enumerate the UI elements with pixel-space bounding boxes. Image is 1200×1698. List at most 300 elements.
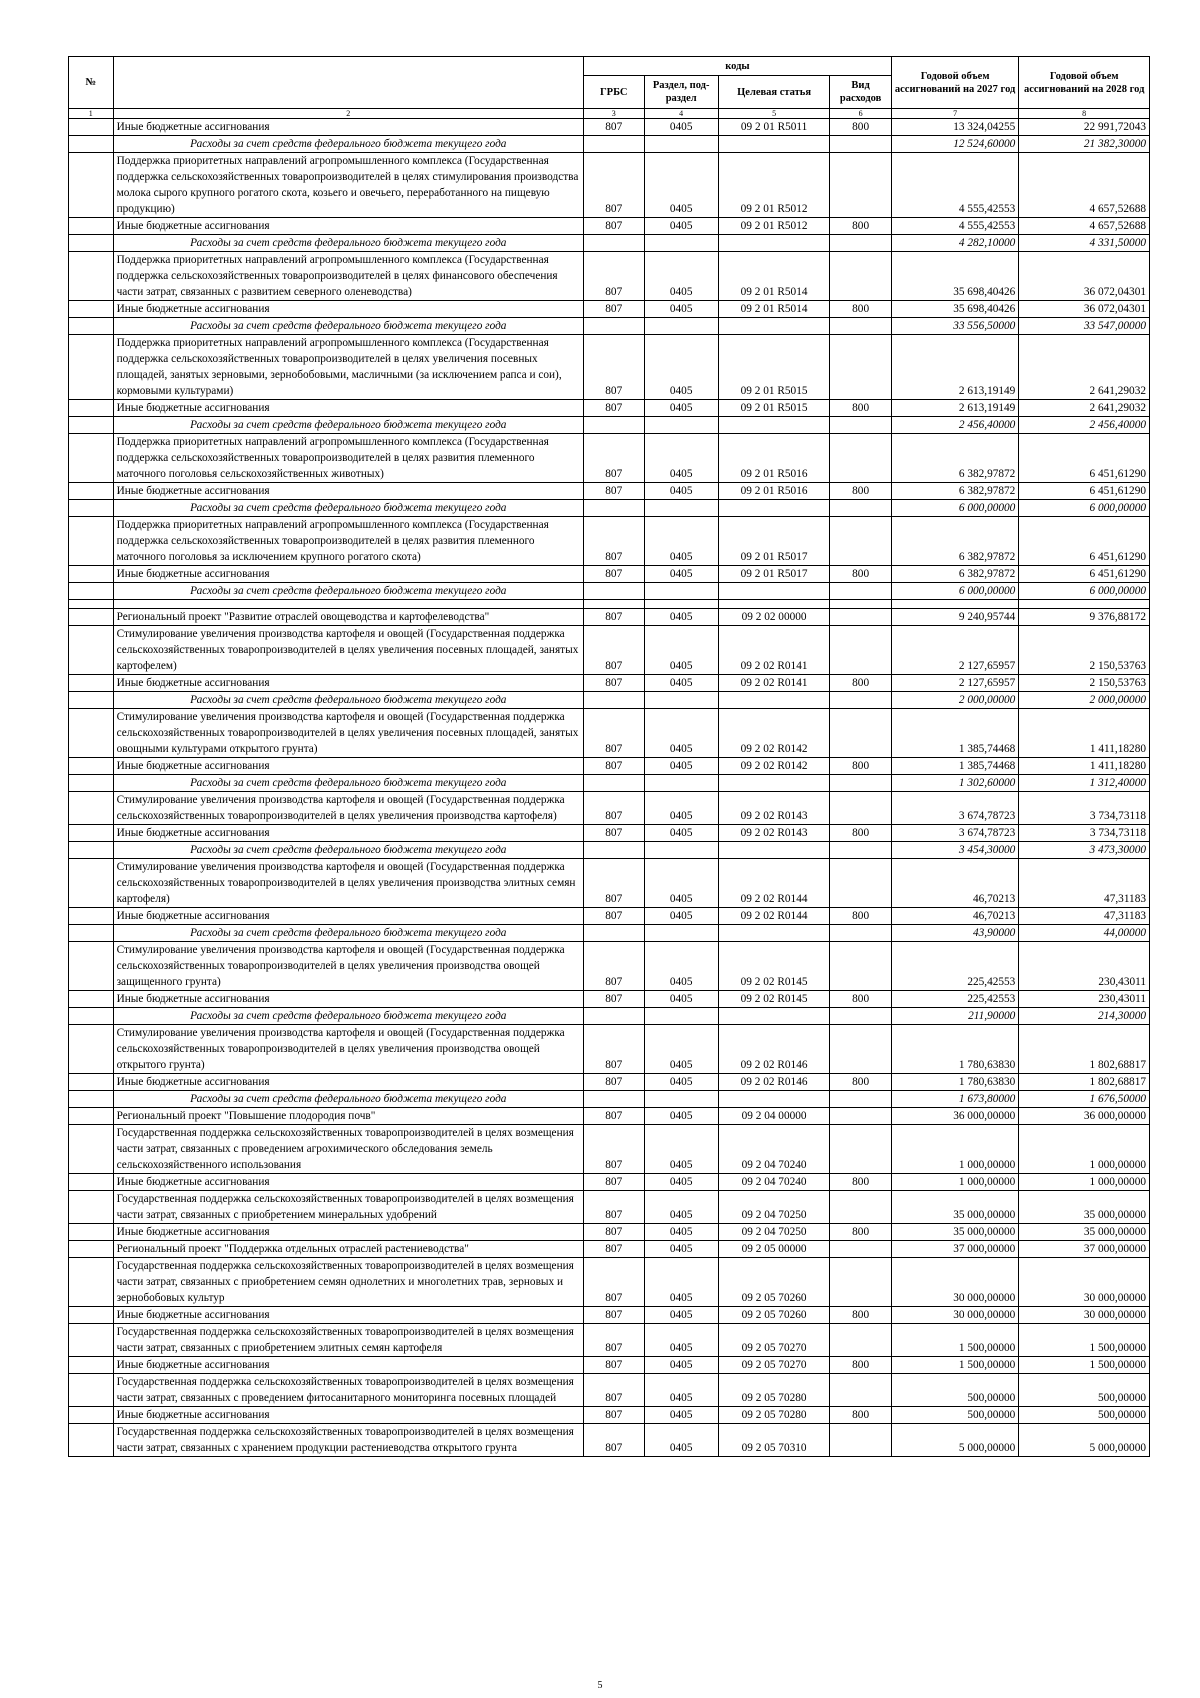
row-name: Иные бюджетные ассигнования bbox=[113, 1224, 583, 1241]
table-row bbox=[69, 566, 1150, 583]
row-name: Иные бюджетные ассигнования bbox=[113, 991, 583, 1008]
grbs-code: 807 bbox=[584, 609, 645, 626]
empty-cell bbox=[644, 235, 718, 252]
value-2027: 35 698,40426 bbox=[891, 252, 1018, 301]
row-name: Иные бюджетные ассигнования bbox=[113, 218, 583, 235]
target-code: 09 2 02 R0141 bbox=[718, 675, 829, 692]
row-num bbox=[69, 1125, 114, 1174]
row-num bbox=[69, 1424, 114, 1457]
target-code: 09 2 02 R0142 bbox=[718, 758, 829, 775]
row-name: Региональный проект "Повышение плодородия почв" bbox=[113, 1108, 583, 1125]
value-2028: 30 000,00000 bbox=[1019, 1258, 1150, 1307]
empty-cell bbox=[830, 583, 892, 600]
row-name: Иные бюджетные ассигнования bbox=[113, 675, 583, 692]
empty-cell bbox=[830, 692, 892, 709]
grbs-code: 807 bbox=[584, 1357, 645, 1374]
target-code: 09 2 05 70260 bbox=[718, 1258, 829, 1307]
federal-budget-row bbox=[69, 775, 1150, 792]
empty-cell bbox=[830, 1008, 892, 1025]
empty-cell bbox=[584, 842, 645, 859]
row-name: Поддержка приоритетных направлений агропромышленного комплекса (Государственная поддержка сельскохозяйственных товаропроизводителей в целях увеличения посевных площадей, занятых зерновыми, зернобобовыми, масличными (за исключением рапса и сои), кормовыми культурами) bbox=[113, 335, 583, 400]
row-name: Иные бюджетные ассигнования bbox=[113, 1074, 583, 1091]
target-code: 09 2 01 R5014 bbox=[718, 252, 829, 301]
target-code: 09 2 05 70280 bbox=[718, 1374, 829, 1407]
table-row bbox=[69, 1224, 1150, 1241]
section-code: 0405 bbox=[644, 1258, 718, 1307]
section-code: 0405 bbox=[644, 942, 718, 991]
value-2027: 225,42553 bbox=[891, 991, 1018, 1008]
target-code: 09 2 02 R0144 bbox=[718, 908, 829, 925]
value-2028: 2 150,53763 bbox=[1019, 675, 1150, 692]
section-code: 0405 bbox=[644, 252, 718, 301]
expense-type: 800 bbox=[830, 301, 892, 318]
expense-type: 800 bbox=[830, 991, 892, 1008]
grbs-code: 807 bbox=[584, 942, 645, 991]
expense-type bbox=[830, 1125, 892, 1174]
value-2028: 6 451,61290 bbox=[1019, 566, 1150, 583]
section-code: 0405 bbox=[644, 859, 718, 908]
row-num bbox=[69, 235, 114, 252]
value-2028: 1 500,00000 bbox=[1019, 1324, 1150, 1357]
expense-type bbox=[830, 1241, 892, 1258]
empty-cell bbox=[584, 318, 645, 335]
grbs-code: 807 bbox=[584, 1224, 645, 1241]
table-row bbox=[69, 758, 1150, 775]
value-2027: 35 000,00000 bbox=[891, 1224, 1018, 1241]
value-2028: 2 150,53763 bbox=[1019, 626, 1150, 675]
empty-cell bbox=[584, 500, 645, 517]
target-code: 09 2 02 R0145 bbox=[718, 991, 829, 1008]
target-code: 09 2 02 R0142 bbox=[718, 709, 829, 758]
section-code: 0405 bbox=[644, 434, 718, 483]
expense-type bbox=[830, 1374, 892, 1407]
section-code: 0405 bbox=[644, 1108, 718, 1125]
grbs-code: 807 bbox=[584, 1424, 645, 1457]
expense-type bbox=[830, 859, 892, 908]
header-grbs: ГРБС bbox=[584, 76, 645, 109]
row-name: Расходы за счет средств федерального бюджета текущего года bbox=[113, 500, 583, 517]
section-code: 0405 bbox=[644, 1307, 718, 1324]
target-code: 09 2 02 R0143 bbox=[718, 825, 829, 842]
federal-budget-row bbox=[69, 692, 1150, 709]
header-2027: Годовой объем ассигнований на 2027 год bbox=[891, 57, 1018, 109]
expense-type: 800 bbox=[830, 1224, 892, 1241]
value-2028: 6 000,00000 bbox=[1019, 583, 1150, 600]
row-name: Региональный проект "Поддержка отдельных отраслей растениеводства" bbox=[113, 1241, 583, 1258]
row-num bbox=[69, 825, 114, 842]
expense-type bbox=[830, 1324, 892, 1357]
empty-cell bbox=[69, 600, 114, 609]
row-name: Иные бюджетные ассигнования bbox=[113, 1307, 583, 1324]
grbs-code: 807 bbox=[584, 1108, 645, 1125]
value-2027: 2 613,19149 bbox=[891, 335, 1018, 400]
value-2028: 4 657,52688 bbox=[1019, 153, 1150, 218]
row-name: Иные бюджетные ассигнования bbox=[113, 483, 583, 500]
table-row bbox=[69, 252, 1150, 301]
row-name: Стимулирование увеличения производства картофеля и овощей (Государственная поддержка сельскохозяйственных товаропроизводителей в целях увеличения производства овощей защищенного грунта) bbox=[113, 942, 583, 991]
section-code: 0405 bbox=[644, 1074, 718, 1091]
header-num: № bbox=[69, 57, 114, 109]
value-2027: 6 382,97872 bbox=[891, 483, 1018, 500]
empty-cell bbox=[718, 842, 829, 859]
grbs-code: 807 bbox=[584, 301, 645, 318]
empty-cell bbox=[113, 600, 583, 609]
row-num bbox=[69, 1241, 114, 1258]
section-code: 0405 bbox=[644, 991, 718, 1008]
value-2028: 36 072,04301 bbox=[1019, 252, 1150, 301]
empty-cell bbox=[718, 500, 829, 517]
value-2028: 36 072,04301 bbox=[1019, 301, 1150, 318]
empty-cell bbox=[718, 1091, 829, 1108]
grbs-code: 807 bbox=[584, 626, 645, 675]
value-2028: 30 000,00000 bbox=[1019, 1307, 1150, 1324]
empty-cell bbox=[584, 235, 645, 252]
value-2027: 1 500,00000 bbox=[891, 1357, 1018, 1374]
section-code: 0405 bbox=[644, 1174, 718, 1191]
row-name: Расходы за счет средств федерального бюджета текущего года bbox=[113, 235, 583, 252]
row-name: Государственная поддержка сельскохозяйственных товаропроизводителей в целях возмещения части затрат, связанных с приобретением минеральных удобрений bbox=[113, 1191, 583, 1224]
table-row bbox=[69, 991, 1150, 1008]
table-row bbox=[69, 517, 1150, 566]
empty-cell bbox=[718, 583, 829, 600]
value-2027: 500,00000 bbox=[891, 1374, 1018, 1407]
empty-cell bbox=[644, 583, 718, 600]
value-2027: 3 674,78723 bbox=[891, 792, 1018, 825]
section-code: 0405 bbox=[644, 792, 718, 825]
row-name: Иные бюджетные ассигнования bbox=[113, 400, 583, 417]
target-code: 09 2 01 R5017 bbox=[718, 566, 829, 583]
row-num bbox=[69, 252, 114, 301]
target-code: 09 2 05 70260 bbox=[718, 1307, 829, 1324]
value-2027: 3 454,30000 bbox=[891, 842, 1018, 859]
empty-cell bbox=[1019, 600, 1150, 609]
value-2027: 5 000,00000 bbox=[891, 1424, 1018, 1457]
target-code: 09 2 01 R5016 bbox=[718, 434, 829, 483]
grbs-code: 807 bbox=[584, 1191, 645, 1224]
empty-cell bbox=[644, 1008, 718, 1025]
table-row bbox=[69, 400, 1150, 417]
target-code: 09 2 01 R5014 bbox=[718, 301, 829, 318]
empty-cell bbox=[644, 775, 718, 792]
value-2027: 1 302,60000 bbox=[891, 775, 1018, 792]
target-code: 09 2 05 70310 bbox=[718, 1424, 829, 1457]
expense-type bbox=[830, 335, 892, 400]
value-2027: 1 780,63830 bbox=[891, 1074, 1018, 1091]
empty-cell bbox=[718, 235, 829, 252]
row-num bbox=[69, 1357, 114, 1374]
empty-cell bbox=[644, 318, 718, 335]
table-row bbox=[69, 1025, 1150, 1074]
row-name: Стимулирование увеличения производства картофеля и овощей (Государственная поддержка сельскохозяйственных товаропроизводителей в целях увеличения производства овощей открытого грунта) bbox=[113, 1025, 583, 1074]
section-code: 0405 bbox=[644, 1357, 718, 1374]
federal-budget-row bbox=[69, 842, 1150, 859]
row-num bbox=[69, 942, 114, 991]
expense-type bbox=[830, 153, 892, 218]
row-num bbox=[69, 1091, 114, 1108]
row-name: Иные бюджетные ассигнования bbox=[113, 1357, 583, 1374]
table-row bbox=[69, 1191, 1150, 1224]
section-code: 0405 bbox=[644, 609, 718, 626]
federal-budget-row bbox=[69, 925, 1150, 942]
section-code: 0405 bbox=[644, 301, 718, 318]
table-row bbox=[69, 609, 1150, 626]
value-2028: 47,31183 bbox=[1019, 859, 1150, 908]
row-name: Поддержка приоритетных направлений агропромышленного комплекса (Государственная поддержка сельскохозяйственных товаропроизводителей в целях финансового обеспечения части затрат, связанных с развитием северного оленеводства) bbox=[113, 252, 583, 301]
value-2027: 2 613,19149 bbox=[891, 400, 1018, 417]
federal-budget-row bbox=[69, 235, 1150, 252]
expense-type: 800 bbox=[830, 400, 892, 417]
empty-cell bbox=[644, 500, 718, 517]
row-num bbox=[69, 1407, 114, 1424]
row-name: Поддержка приоритетных направлений агропромышленного комплекса (Государственная поддержка сельскохозяйственных товаропроизводителей в целях развития племенного маточного поголовья за исключением крупного рогатого скота) bbox=[113, 517, 583, 566]
empty-cell bbox=[718, 136, 829, 153]
table-row bbox=[69, 483, 1150, 500]
value-2027: 36 000,00000 bbox=[891, 1108, 1018, 1125]
value-2027: 4 555,42553 bbox=[891, 218, 1018, 235]
table-row bbox=[69, 1241, 1150, 1258]
value-2028: 21 382,30000 bbox=[1019, 136, 1150, 153]
value-2028: 6 451,61290 bbox=[1019, 434, 1150, 483]
row-num bbox=[69, 775, 114, 792]
grbs-code: 807 bbox=[584, 153, 645, 218]
colnum: 5 bbox=[718, 109, 829, 119]
value-2028: 9 376,88172 bbox=[1019, 609, 1150, 626]
row-name: Расходы за счет средств федерального бюджета текущего года bbox=[113, 318, 583, 335]
value-2028: 2 641,29032 bbox=[1019, 335, 1150, 400]
value-2028: 1 802,68817 bbox=[1019, 1025, 1150, 1074]
value-2027: 12 524,60000 bbox=[891, 136, 1018, 153]
value-2028: 6 000,00000 bbox=[1019, 500, 1150, 517]
empty-cell bbox=[830, 417, 892, 434]
grbs-code: 807 bbox=[584, 908, 645, 925]
empty-cell bbox=[718, 318, 829, 335]
row-num bbox=[69, 218, 114, 235]
target-code: 09 2 02 R0145 bbox=[718, 942, 829, 991]
section-code: 0405 bbox=[644, 1025, 718, 1074]
target-code: 09 2 01 R5015 bbox=[718, 400, 829, 417]
row-name: Иные бюджетные ассигнования bbox=[113, 758, 583, 775]
value-2028: 6 451,61290 bbox=[1019, 517, 1150, 566]
grbs-code: 807 bbox=[584, 1324, 645, 1357]
row-name: Иные бюджетные ассигнования bbox=[113, 566, 583, 583]
empty-cell bbox=[584, 775, 645, 792]
grbs-code: 807 bbox=[584, 1374, 645, 1407]
grbs-code: 807 bbox=[584, 1025, 645, 1074]
value-2027: 1 385,74468 bbox=[891, 709, 1018, 758]
table-row bbox=[69, 908, 1150, 925]
row-num bbox=[69, 483, 114, 500]
grbs-code: 807 bbox=[584, 1074, 645, 1091]
table-header bbox=[69, 57, 1150, 119]
target-code: 09 2 02 R0146 bbox=[718, 1074, 829, 1091]
table-row bbox=[69, 1324, 1150, 1357]
row-name: Расходы за счет средств федерального бюджета текущего года bbox=[113, 925, 583, 942]
expense-type bbox=[830, 517, 892, 566]
empty-cell bbox=[718, 600, 829, 609]
table-row bbox=[69, 1174, 1150, 1191]
value-2028: 3 473,30000 bbox=[1019, 842, 1150, 859]
section-code: 0405 bbox=[644, 566, 718, 583]
grbs-code: 807 bbox=[584, 792, 645, 825]
value-2028: 500,00000 bbox=[1019, 1374, 1150, 1407]
table-row bbox=[69, 792, 1150, 825]
empty-cell bbox=[584, 1008, 645, 1025]
grbs-code: 807 bbox=[584, 400, 645, 417]
value-2028: 1 802,68817 bbox=[1019, 1074, 1150, 1091]
expense-type: 800 bbox=[830, 119, 892, 136]
row-num bbox=[69, 1324, 114, 1357]
expense-type: 800 bbox=[830, 825, 892, 842]
row-num bbox=[69, 500, 114, 517]
table-row bbox=[69, 859, 1150, 908]
section-code: 0405 bbox=[644, 400, 718, 417]
grbs-code: 807 bbox=[584, 709, 645, 758]
expense-type bbox=[830, 626, 892, 675]
federal-budget-row bbox=[69, 583, 1150, 600]
target-code: 09 2 02 00000 bbox=[718, 609, 829, 626]
target-code: 09 2 02 R0144 bbox=[718, 859, 829, 908]
section-code: 0405 bbox=[644, 483, 718, 500]
row-num bbox=[69, 1174, 114, 1191]
federal-budget-row bbox=[69, 136, 1150, 153]
empty-cell bbox=[830, 775, 892, 792]
row-num bbox=[69, 842, 114, 859]
table-body bbox=[69, 119, 1150, 1457]
colnum: 4 bbox=[644, 109, 718, 119]
column-number-row bbox=[69, 109, 1150, 119]
empty-cell bbox=[644, 842, 718, 859]
table-row bbox=[69, 1357, 1150, 1374]
section-code: 0405 bbox=[644, 517, 718, 566]
grbs-code: 807 bbox=[584, 566, 645, 583]
target-code: 09 2 04 00000 bbox=[718, 1108, 829, 1125]
federal-budget-row bbox=[69, 1008, 1150, 1025]
expense-type bbox=[830, 709, 892, 758]
expense-type: 800 bbox=[830, 675, 892, 692]
target-code: 09 2 01 R5011 bbox=[718, 119, 829, 136]
header-codes: коды bbox=[584, 57, 892, 76]
section-code: 0405 bbox=[644, 1224, 718, 1241]
target-code: 09 2 01 R5015 bbox=[718, 335, 829, 400]
value-2028: 1 000,00000 bbox=[1019, 1125, 1150, 1174]
value-2027: 30 000,00000 bbox=[891, 1258, 1018, 1307]
empty-cell bbox=[584, 600, 645, 609]
value-2028: 3 734,73118 bbox=[1019, 792, 1150, 825]
expense-type bbox=[830, 1191, 892, 1224]
value-2028: 1 000,00000 bbox=[1019, 1174, 1150, 1191]
row-num bbox=[69, 859, 114, 908]
table-row bbox=[69, 1108, 1150, 1125]
row-name: Иные бюджетные ассигнования bbox=[113, 908, 583, 925]
expense-type bbox=[830, 434, 892, 483]
value-2028: 1 500,00000 bbox=[1019, 1357, 1150, 1374]
target-code: 09 2 04 70240 bbox=[718, 1125, 829, 1174]
header-razdel: Раздел, под-раздел bbox=[644, 76, 718, 109]
value-2028: 35 000,00000 bbox=[1019, 1191, 1150, 1224]
row-num bbox=[69, 626, 114, 675]
target-code: 09 2 01 R5017 bbox=[718, 517, 829, 566]
value-2028: 1 411,18280 bbox=[1019, 709, 1150, 758]
row-name: Государственная поддержка сельскохозяйственных товаропроизводителей в целях возмещения части затрат, связанных с проведением фитосанитарного мониторинга посевных площадей bbox=[113, 1374, 583, 1407]
value-2027: 13 324,04255 bbox=[891, 119, 1018, 136]
table-row bbox=[69, 434, 1150, 483]
section-code: 0405 bbox=[644, 119, 718, 136]
row-name: Иные бюджетные ассигнования bbox=[113, 825, 583, 842]
federal-budget-row bbox=[69, 318, 1150, 335]
grbs-code: 807 bbox=[584, 335, 645, 400]
row-name: Иные бюджетные ассигнования bbox=[113, 119, 583, 136]
table-row bbox=[69, 1074, 1150, 1091]
value-2028: 4 657,52688 bbox=[1019, 218, 1150, 235]
empty-cell bbox=[718, 1008, 829, 1025]
empty-cell bbox=[830, 600, 892, 609]
section-code: 0405 bbox=[644, 335, 718, 400]
grbs-code: 807 bbox=[584, 1258, 645, 1307]
section-code: 0405 bbox=[644, 1407, 718, 1424]
section-code: 0405 bbox=[644, 626, 718, 675]
grbs-code: 807 bbox=[584, 252, 645, 301]
value-2028: 2 641,29032 bbox=[1019, 400, 1150, 417]
empty-cell bbox=[718, 925, 829, 942]
value-2027: 2 000,00000 bbox=[891, 692, 1018, 709]
row-name: Государственная поддержка сельскохозяйственных товаропроизводителей в целях возмещения части затрат, связанных с проведением агрохимического обследования земель сельскохозяйственного использования bbox=[113, 1125, 583, 1174]
row-num bbox=[69, 1224, 114, 1241]
empty-cell bbox=[584, 417, 645, 434]
value-2028: 2 456,40000 bbox=[1019, 417, 1150, 434]
value-2027: 1 780,63830 bbox=[891, 1025, 1018, 1074]
row-num bbox=[69, 709, 114, 758]
value-2028: 1 411,18280 bbox=[1019, 758, 1150, 775]
row-num bbox=[69, 609, 114, 626]
row-num bbox=[69, 400, 114, 417]
row-name: Расходы за счет средств федерального бюджета текущего года bbox=[113, 583, 583, 600]
expense-type: 800 bbox=[830, 566, 892, 583]
row-name: Расходы за счет средств федерального бюджета текущего года bbox=[113, 136, 583, 153]
row-name: Региональный проект "Развитие отраслей овощеводства и картофелеводства" bbox=[113, 609, 583, 626]
value-2028: 36 000,00000 bbox=[1019, 1108, 1150, 1125]
colnum: 3 bbox=[584, 109, 645, 119]
grbs-code: 807 bbox=[584, 675, 645, 692]
expense-type bbox=[830, 1108, 892, 1125]
empty-cell bbox=[644, 600, 718, 609]
grbs-code: 807 bbox=[584, 119, 645, 136]
row-name: Расходы за счет средств федерального бюджета текущего года bbox=[113, 417, 583, 434]
value-2027: 46,70213 bbox=[891, 859, 1018, 908]
target-code: 09 2 01 R5016 bbox=[718, 483, 829, 500]
federal-budget-row bbox=[69, 417, 1150, 434]
section-code: 0405 bbox=[644, 1324, 718, 1357]
row-num bbox=[69, 136, 114, 153]
row-num bbox=[69, 1025, 114, 1074]
row-num bbox=[69, 692, 114, 709]
row-num bbox=[69, 792, 114, 825]
row-name: Стимулирование увеличения производства картофеля и овощей (Государственная поддержка сельскохозяйственных товаропроизводителей в целях увеличения производства элитных семян картофеля) bbox=[113, 859, 583, 908]
row-num bbox=[69, 301, 114, 318]
grbs-code: 807 bbox=[584, 483, 645, 500]
section-code: 0405 bbox=[644, 1125, 718, 1174]
row-num bbox=[69, 1008, 114, 1025]
table-row bbox=[69, 119, 1150, 136]
value-2028: 1 676,50000 bbox=[1019, 1091, 1150, 1108]
header-name bbox=[113, 57, 583, 109]
row-name: Расходы за счет средств федерального бюджета текущего года bbox=[113, 1008, 583, 1025]
grbs-code: 807 bbox=[584, 758, 645, 775]
grbs-code: 807 bbox=[584, 825, 645, 842]
row-num bbox=[69, 417, 114, 434]
value-2027: 35 000,00000 bbox=[891, 1191, 1018, 1224]
target-code: 09 2 05 70270 bbox=[718, 1357, 829, 1374]
value-2027: 33 556,50000 bbox=[891, 318, 1018, 335]
